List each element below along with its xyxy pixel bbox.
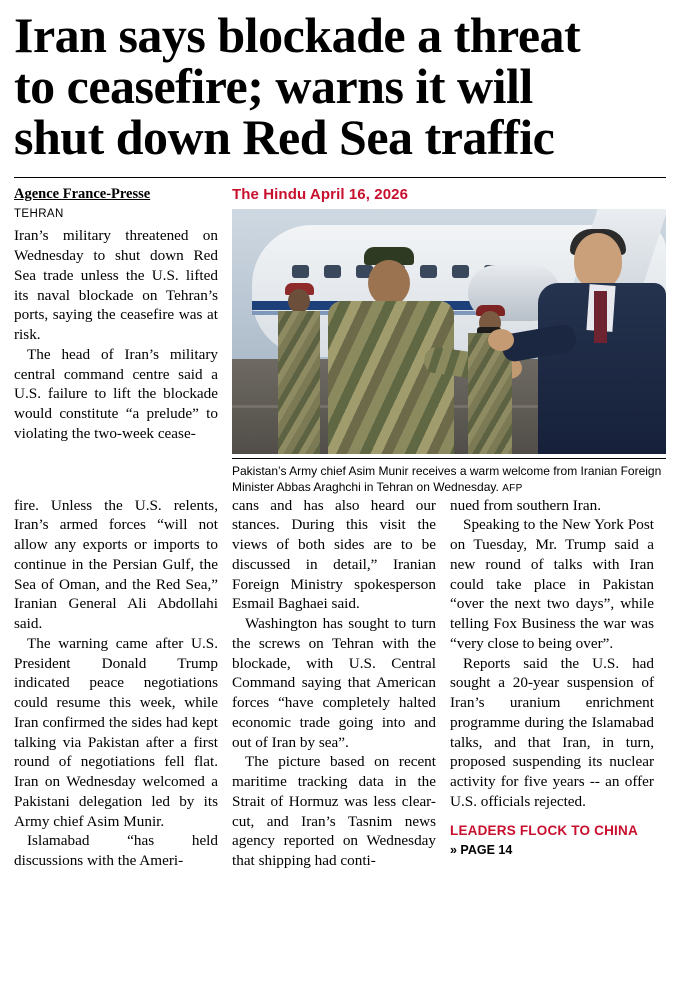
column-1 <box>14 496 218 871</box>
paragraph: The head of Iran’s military central command centre said a U.S. failure to lift the blockade would constitute “a prelude” to violating the two-week cease- <box>14 345 218 442</box>
head <box>368 260 410 306</box>
byline-agency: Agence France-Presse <box>14 186 151 202</box>
camouflage-uniform <box>278 311 320 454</box>
teaser-page-ref[interactable]: » PAGE 14 <box>450 843 513 858</box>
paragraph: Washington has sought to turn the screws on Tehran with the blockade, with U.S. Central Command saying that American forces “have completely halted economic trade going into and out of Iran by sea”. <box>232 615 436 751</box>
headline-divider <box>14 177 666 178</box>
photo-block <box>232 186 666 496</box>
paragraph: Iran’s military threatened on Wednesday to shut down Red Sea trade unless the U.S. lifted its naval blockade on Tehran’s ports, saying the ceasefire was at risk. <box>14 227 218 344</box>
paragraph: nued from southern Iran. <box>450 496 601 514</box>
soldier-figure <box>276 279 322 454</box>
lower-columns <box>14 496 666 871</box>
camouflage-uniform <box>328 301 454 454</box>
airplane-window <box>292 265 309 278</box>
foreign-minister-figure <box>532 233 666 454</box>
head <box>288 289 310 313</box>
headline-line-1: Iran says blockade a threat <box>14 7 581 63</box>
page-title <box>0 0 680 163</box>
teaser-promo[interactable] <box>450 822 654 859</box>
article-body <box>0 186 680 871</box>
teaser-title[interactable]: LEADERS FLOCK TO CHINA <box>450 822 638 838</box>
column-3 <box>450 496 654 871</box>
paragraph: The warning came after U.S. President Donald Trump indicated peace negotiations could resume this week, while Iran confirmed the sides had kept talking via Pakistan after a first round of negotiations fell flat. Iran on Wednesday welcomed a Pakistani delegation led by its Army chief Asim Munir. <box>14 634 218 830</box>
airplane-window <box>452 265 469 278</box>
tie <box>594 291 607 343</box>
head <box>574 233 622 289</box>
photo-caption-text: Pakistan’s Army chief Asim Munir receives a warm welcome from Iranian Foreign Minister Abbas Araghchi in Tehran on Wednesday. <box>232 464 662 494</box>
photo-caption <box>232 458 666 496</box>
paragraph: Reports said the U.S. had sought a 20-year suspension of Iran’s uranium enrichment programme during the Islamabad talks, and that Iran, in turn, proposed suspending its nuclear activity for five years -- an offer U.S. officials rejected. <box>450 654 654 810</box>
headline-line-2: to ceasefire; warns it will <box>14 58 533 114</box>
lead-column <box>14 186 218 496</box>
paragraph: cans and has also heard our stances. During this visit the views of both sides are to be discussed in detail,” Iranian Foreign Ministry spokesperson Esmail Baghaei said. <box>232 496 436 613</box>
photo-credit: AFP <box>502 482 523 494</box>
paragraph: The picture based on recent maritime tracking data in the Strait of Hormuz was less clear-cut, and Iran’s Tasnim news agency reported on Wednesday that shipping had conti- <box>232 753 436 870</box>
column-2 <box>232 496 436 871</box>
lead-text <box>14 226 218 443</box>
article-photo <box>232 209 666 454</box>
byline-dateline: TEHRAN <box>14 208 64 221</box>
soldier-with-camera-figure <box>468 305 512 454</box>
paragraph: fire. Unless the U.S. relents, Iran’s armed forces “will not allow any exports or imports to continue in the Persian Gulf, the Sea of Oman, and the Red Sea,” Iranian General Ali Abdollahi said. <box>14 496 218 633</box>
army-chief-figure <box>328 247 454 454</box>
headline-line-3: shut down Red Sea traffic <box>14 109 555 165</box>
source-kicker: The Hindu April 16, 2026 <box>232 186 409 203</box>
paragraph: Speaking to the New York Post on Tuesday, Mr. Trump said a new round of talks with Iran could take place in Pakistan “over the next two days”, while telling Fox Business the war was “very close to being over”. <box>450 516 654 652</box>
hand <box>488 329 514 351</box>
paragraph: Islamabad “has held discussions with the Ameri- <box>14 832 218 870</box>
top-band <box>14 186 666 496</box>
